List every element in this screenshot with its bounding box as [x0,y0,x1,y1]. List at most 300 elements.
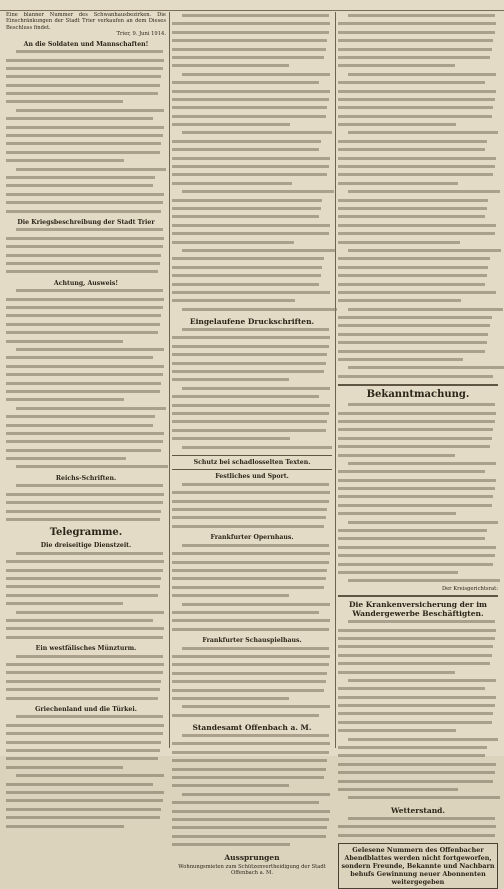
section-heading: Ein westfälisches Münzturm. [35,645,137,653]
text-line [6,348,166,354]
section-heading: Bekanntmachung. [366,389,470,401]
text-line [338,73,498,79]
text-line [338,563,498,569]
article-text [338,403,498,586]
text-line [172,123,332,129]
text-line [338,679,498,685]
text-line [172,569,332,575]
text-line [6,382,166,388]
text-line [6,457,166,463]
text-line [338,571,498,577]
text-line [338,123,498,129]
text-line [172,705,332,711]
text-line [172,39,332,45]
text-line [338,266,498,272]
text-line [172,412,332,418]
text-line [6,671,166,677]
text-line [172,378,332,384]
text-line [338,437,498,443]
text-line [338,257,498,263]
text-line [338,350,498,356]
text-line [172,257,332,263]
text-line [6,67,166,73]
text-line [338,232,498,238]
text-line [6,560,166,566]
text-line [6,331,166,337]
article-text [6,715,166,830]
text-line [172,793,332,799]
text-line [338,199,498,205]
text-line [6,59,166,65]
text-line [338,780,498,786]
text-line [338,291,498,297]
text-line [172,768,332,774]
text-line [338,495,498,501]
text-line [338,412,498,418]
text-line [6,159,166,165]
text-line [6,774,166,780]
text-line [338,546,498,552]
text-line [338,687,498,693]
text-line [6,92,166,98]
text-line [6,323,166,329]
text-line [338,754,498,760]
text-line [338,521,498,527]
text-line [338,215,498,221]
text-line [6,373,166,379]
text-line [6,663,166,669]
text-line [338,504,498,510]
text-line [338,207,498,213]
text-line [172,742,332,748]
text-line [172,274,332,280]
text-line [338,671,498,677]
text-line [6,799,166,805]
text-line [172,199,332,205]
text-line [172,291,332,297]
advert-box [338,843,498,889]
text-line [338,190,498,196]
section-heading: Frankfurter Schauspielhaus. [202,637,302,645]
text-line [338,39,498,45]
text-line [6,465,166,471]
text-line [6,569,166,575]
text-line [6,715,166,721]
text-line [172,395,332,401]
text-line [6,510,166,516]
text-line [172,182,332,188]
text-line [172,751,332,757]
text-line [6,210,166,216]
text-line [172,835,332,841]
article-text [6,228,166,276]
article-text [172,483,332,531]
text-line [6,493,166,499]
text-line [172,131,332,137]
text-line [6,262,166,268]
text-line [172,140,332,146]
article-text [172,544,332,634]
text-line [172,516,332,522]
text-line [338,662,498,668]
text-line [172,801,332,807]
text-line [172,810,332,816]
text-line [6,724,166,730]
text-line [172,603,332,609]
text-line [338,165,498,171]
article-text [172,734,332,849]
article-text [6,289,166,472]
text-line [6,552,166,558]
section-heading: Schutz bei schadlosselten Texten. [193,458,311,466]
text-line [172,48,332,54]
text-line [338,274,498,280]
text-line [172,734,332,740]
text-line [338,224,498,230]
text-line [6,407,166,413]
section-heading: Eingelaufene Druckschriften. [189,317,315,327]
text-line [338,140,498,146]
text-line [6,432,166,438]
text-line [6,766,166,772]
text-line [6,289,166,295]
text-line [338,462,498,468]
article-text [172,647,332,721]
text-line [172,73,332,79]
text-line [338,299,498,305]
text-line [338,487,498,493]
text-line [6,184,166,190]
text-line [338,366,498,372]
text-line [172,266,332,272]
text-line [338,14,498,20]
text-line [6,117,166,123]
text-line [172,446,332,452]
text-line [6,151,166,157]
text-line [338,445,498,451]
section-heading: Die Kriegsbeschreibung der Stadt Trier [17,218,155,226]
section-heading: Standesamt Offenbach a. M. [192,723,312,733]
text-line [338,249,498,255]
text-line [172,64,332,70]
text-line [338,771,498,777]
article-text [338,620,498,803]
text-line [172,241,332,247]
text-line [338,241,498,247]
text-line [6,193,166,199]
text-line [338,148,498,154]
text-line [172,784,332,790]
text-line [6,484,166,490]
text-line [338,420,498,426]
text-line [338,173,498,179]
text-line [172,759,332,765]
text-line [6,254,166,260]
section-heading: Die dreiseitige Dienstzeit. [40,542,132,550]
text-line [172,299,332,305]
text-line [338,512,498,518]
text-line [172,680,332,686]
text-line [172,336,332,342]
signature-line: Der Kreisgerichtsrat: [441,585,498,592]
column-rule [169,12,170,748]
text-line [172,429,332,435]
text-line [338,283,498,289]
text-line [6,697,166,703]
text-line [338,763,498,769]
text-line [6,390,166,396]
article-text [6,655,166,703]
text-line [6,75,166,81]
text-line [338,721,498,727]
section-heading: Festliches und Sport. [215,473,289,481]
text-line [172,714,332,720]
text-line [338,182,498,188]
headline: Telegramme. [49,527,123,539]
text-line [172,420,332,426]
text-line [6,415,166,421]
text-line [338,817,498,823]
text-line [172,56,332,62]
text-line [6,84,166,90]
text-line [172,776,332,782]
text-line [338,31,498,37]
text-line [172,628,332,634]
text-line [6,142,166,148]
text-line [172,619,332,625]
text-line [172,672,332,678]
text-line [6,356,166,362]
section-heading: Achtung, Ausweis! [53,279,119,287]
text-line [6,340,166,346]
text-line [172,362,332,368]
text-line [338,834,498,840]
article-text [338,817,498,840]
text-line [338,479,498,485]
text-line [172,577,332,583]
text-line [6,808,166,814]
text-line [6,176,166,182]
text-line [338,704,498,710]
text-line [338,654,498,660]
text-line [6,134,166,140]
text-line [338,98,498,104]
text-line [6,109,166,115]
text-line [172,500,332,506]
text-line [6,585,166,591]
text-line [172,491,332,497]
text-line [172,689,332,695]
text-line [172,594,332,600]
text-line [172,106,332,112]
text-line [6,168,166,174]
text-line [6,245,166,251]
text-line [338,620,498,626]
text-line [338,56,498,62]
text-line [6,440,166,446]
text-line [172,81,332,87]
text-line [338,316,498,322]
text-line [6,398,166,404]
text-line [172,611,332,617]
text-line [172,215,332,221]
text-line [6,518,166,524]
article-text [172,328,332,452]
text-line [6,749,166,755]
intro-paragraph: Eine blanner Nummer des Schwanhausbezirken. Die Einschränkungen der Stadt Trier verkaufen an dem Dieses Beschluss findet. [6,12,166,31]
text-line [172,14,332,20]
text-line [6,306,166,312]
text-line [172,655,332,661]
text-line [172,157,332,163]
text-line [338,115,498,121]
text-line [6,627,166,633]
text-line [172,370,332,376]
text-line [338,712,498,718]
text-line [338,470,498,476]
article-text [6,50,166,216]
text-line [6,688,166,694]
text-line [338,333,498,339]
section-heading: Aussprungen [224,852,280,862]
text-line [338,428,498,434]
text-line [338,90,498,96]
price-listing [338,14,498,381]
text-line [6,619,166,625]
text-line [6,783,166,789]
text-line [6,424,166,430]
text-line [172,826,332,832]
text-line [338,157,498,163]
text-line [172,843,332,849]
text-line [172,508,332,514]
text-line [172,224,332,230]
text-line [338,358,498,364]
section-heading: An die Soldaten und Mannschaften! [23,40,149,48]
text-line [172,697,332,703]
text-line [172,115,332,121]
text-line [172,22,332,28]
section-heading: Die Krankenversicherung der im Wandergewerbe Beschäftigten. [349,600,487,619]
dateline: Trier, 9. Juni 1914. [116,31,166,38]
text-line [338,64,498,70]
text-line [338,637,498,643]
page-folio-rule [0,0,504,11]
text-line [6,816,166,822]
text-line [172,552,332,558]
text-line [6,757,166,763]
text-line [6,449,166,455]
text-line [6,602,166,608]
text-line [172,663,332,669]
text-line [338,738,498,744]
text-line [172,525,332,531]
column-1 [6,12,166,748]
text-line [338,308,498,314]
text-line [338,454,498,460]
text-line [6,791,166,797]
text-line [172,165,332,171]
notice-text: Wohnungsmieten zum Schützenvertheidigung der Stadt Offenbach a. M. [178,863,326,876]
article-text [6,484,166,524]
text-line [172,31,332,37]
text-line [6,201,166,207]
text-line [172,483,332,489]
text-line [338,529,498,535]
section-heading: Griechenland und die Türkei. [35,705,137,713]
text-line [172,404,332,410]
column-2 [172,12,332,876]
text-line [338,788,498,794]
article-text [172,14,332,314]
text-line [338,537,498,543]
text-line [6,577,166,583]
text-line [6,314,166,320]
text-line [6,126,166,132]
text-line [172,207,332,213]
text-line [172,249,332,255]
text-line [172,345,332,351]
text-line [338,645,498,651]
divider [338,595,498,597]
text-line [172,232,332,238]
section-heading: Reichs-Schriften. [55,474,117,482]
text-line [172,544,332,550]
text-line [338,22,498,28]
text-line [338,746,498,752]
text-line [338,106,498,112]
text-line [6,365,166,371]
text-line [6,594,166,600]
text-line [338,341,498,347]
text-line [6,270,166,276]
advert-text: Gelesene Nummern des Offenbacher Abendblattes werden nicht fortgeworfen, sondern Freunde, Bekannte und Nachbarn behufs Gewinnung neuer Abonnenten weitergegeben [341,845,495,886]
text-line [338,629,498,635]
text-line [6,100,166,106]
text-line [6,741,166,747]
text-line [6,50,166,56]
divider [338,384,498,386]
text-line [338,696,498,702]
text-line [338,375,498,381]
column-rule [335,12,336,748]
text-line [338,324,498,330]
text-line [6,611,166,617]
text-line [172,173,332,179]
text-line [172,387,332,393]
text-line [338,796,498,802]
text-line [172,561,332,567]
section-heading: Frankfurter Opernhaus. [210,534,294,542]
text-line [6,655,166,661]
text-line [172,190,332,196]
text-line [172,437,332,443]
text-line [172,328,332,334]
text-line [6,237,166,243]
text-line [172,353,332,359]
text-line [6,732,166,738]
text-line [338,81,498,87]
text-line [172,308,332,314]
divider [172,469,332,470]
text-line [172,283,332,289]
text-line [338,825,498,831]
text-line [6,825,166,831]
text-line [172,90,332,96]
text-line [6,228,166,234]
text-line [172,647,332,653]
text-line [172,148,332,154]
